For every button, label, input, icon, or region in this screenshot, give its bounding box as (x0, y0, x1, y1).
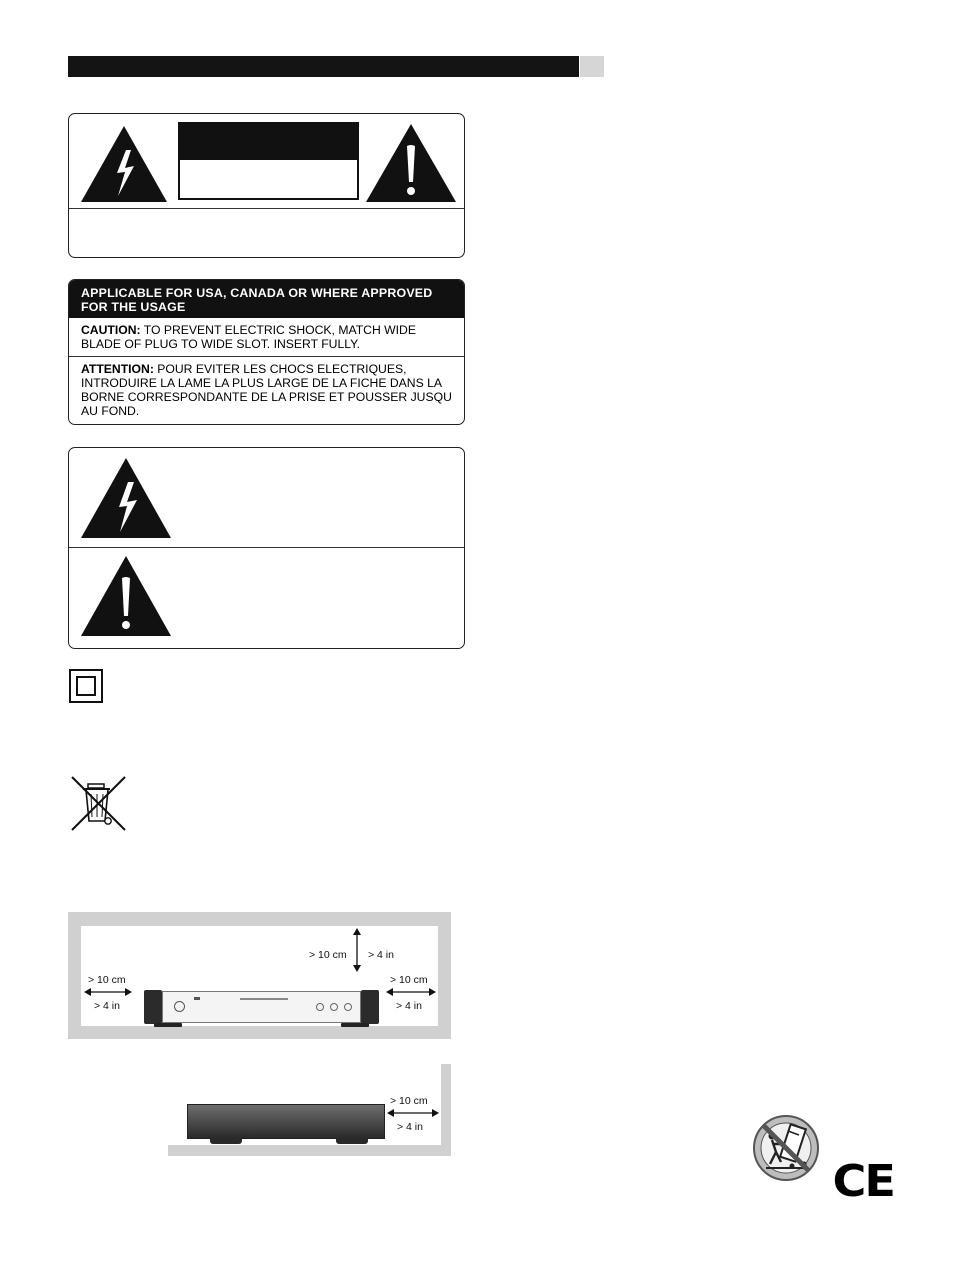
attention-text (81, 362, 456, 418)
cart-tip-over-warning-icon (752, 1114, 820, 1182)
right-clearance-imperial: > 4 in (396, 1000, 422, 1012)
lightning-warning-icon (79, 124, 169, 204)
amplifier-front-view (144, 990, 379, 1026)
right-clearance-metric: > 10 cm (390, 974, 428, 986)
shock-panel-divider (69, 208, 464, 209)
caution-label: CAUTION: (81, 323, 141, 337)
attention-label: ATTENTION: (81, 362, 154, 376)
top-clearance-imperial: > 4 in (368, 949, 394, 961)
double-insulation-icon (69, 669, 103, 703)
caution-label-block (178, 122, 359, 200)
rear-clearance-metric: > 10 cm (390, 1095, 428, 1107)
clearance-side-diagram (168, 1064, 451, 1156)
ce-mark: CE (832, 1156, 894, 1207)
caution-body: TO PREVENT ELECTRIC SHOCK, MATCH WIDE BLADE OF PLUG TO WIDE SLOT. INSERT FULLY. (81, 323, 416, 351)
caution-text (81, 323, 456, 351)
attention-body: POUR EVITER LES CHOCS ELECTRIQUES, INTRODUIRE LA LAME LA PLUS LARGE DE LA FICHE DANS LA BORNE CORRESPONDANTE DE LA PRISE ET POUSSER JUSQU AU FOND. (81, 362, 452, 418)
amplifier-foot-left (210, 1138, 242, 1144)
plug-warning-panel (68, 279, 465, 425)
left-clearance-imperial: > 4 in (94, 1000, 120, 1012)
symbols-panel-divider (69, 547, 464, 548)
exclamation-warning-icon (364, 122, 458, 204)
clearance-front-diagram (68, 912, 451, 1039)
amplifier-side-view (187, 1104, 385, 1139)
lightning-warning-icon (79, 456, 173, 540)
exclamation-warning-icon (79, 554, 173, 638)
rear-clearance-arrow (387, 1107, 439, 1119)
symbols-panel (68, 447, 465, 649)
plug-warning-divider (69, 356, 464, 357)
top-clearance-metric: > 10 cm (309, 949, 347, 961)
header-bar-tab (580, 56, 604, 77)
amplifier-foot-right (336, 1138, 368, 1144)
left-clearance-metric: > 10 cm (88, 974, 126, 986)
shock-caution-panel (68, 113, 465, 258)
weee-recycle-bin-icon (68, 775, 128, 833)
rear-clearance-imperial: > 4 in (397, 1121, 423, 1133)
header-bar (68, 56, 579, 77)
left-clearance-arrow (84, 986, 132, 998)
shelf-floor (168, 1145, 451, 1156)
top-clearance-arrow (350, 928, 364, 972)
caution-label-dark-band (180, 124, 357, 160)
rear-wall (441, 1064, 451, 1156)
plug-warning-header: APPLICABLE FOR USA, CANADA OR WHERE APPROVED FOR THE USAGE (69, 280, 464, 318)
right-clearance-arrow (386, 986, 436, 998)
